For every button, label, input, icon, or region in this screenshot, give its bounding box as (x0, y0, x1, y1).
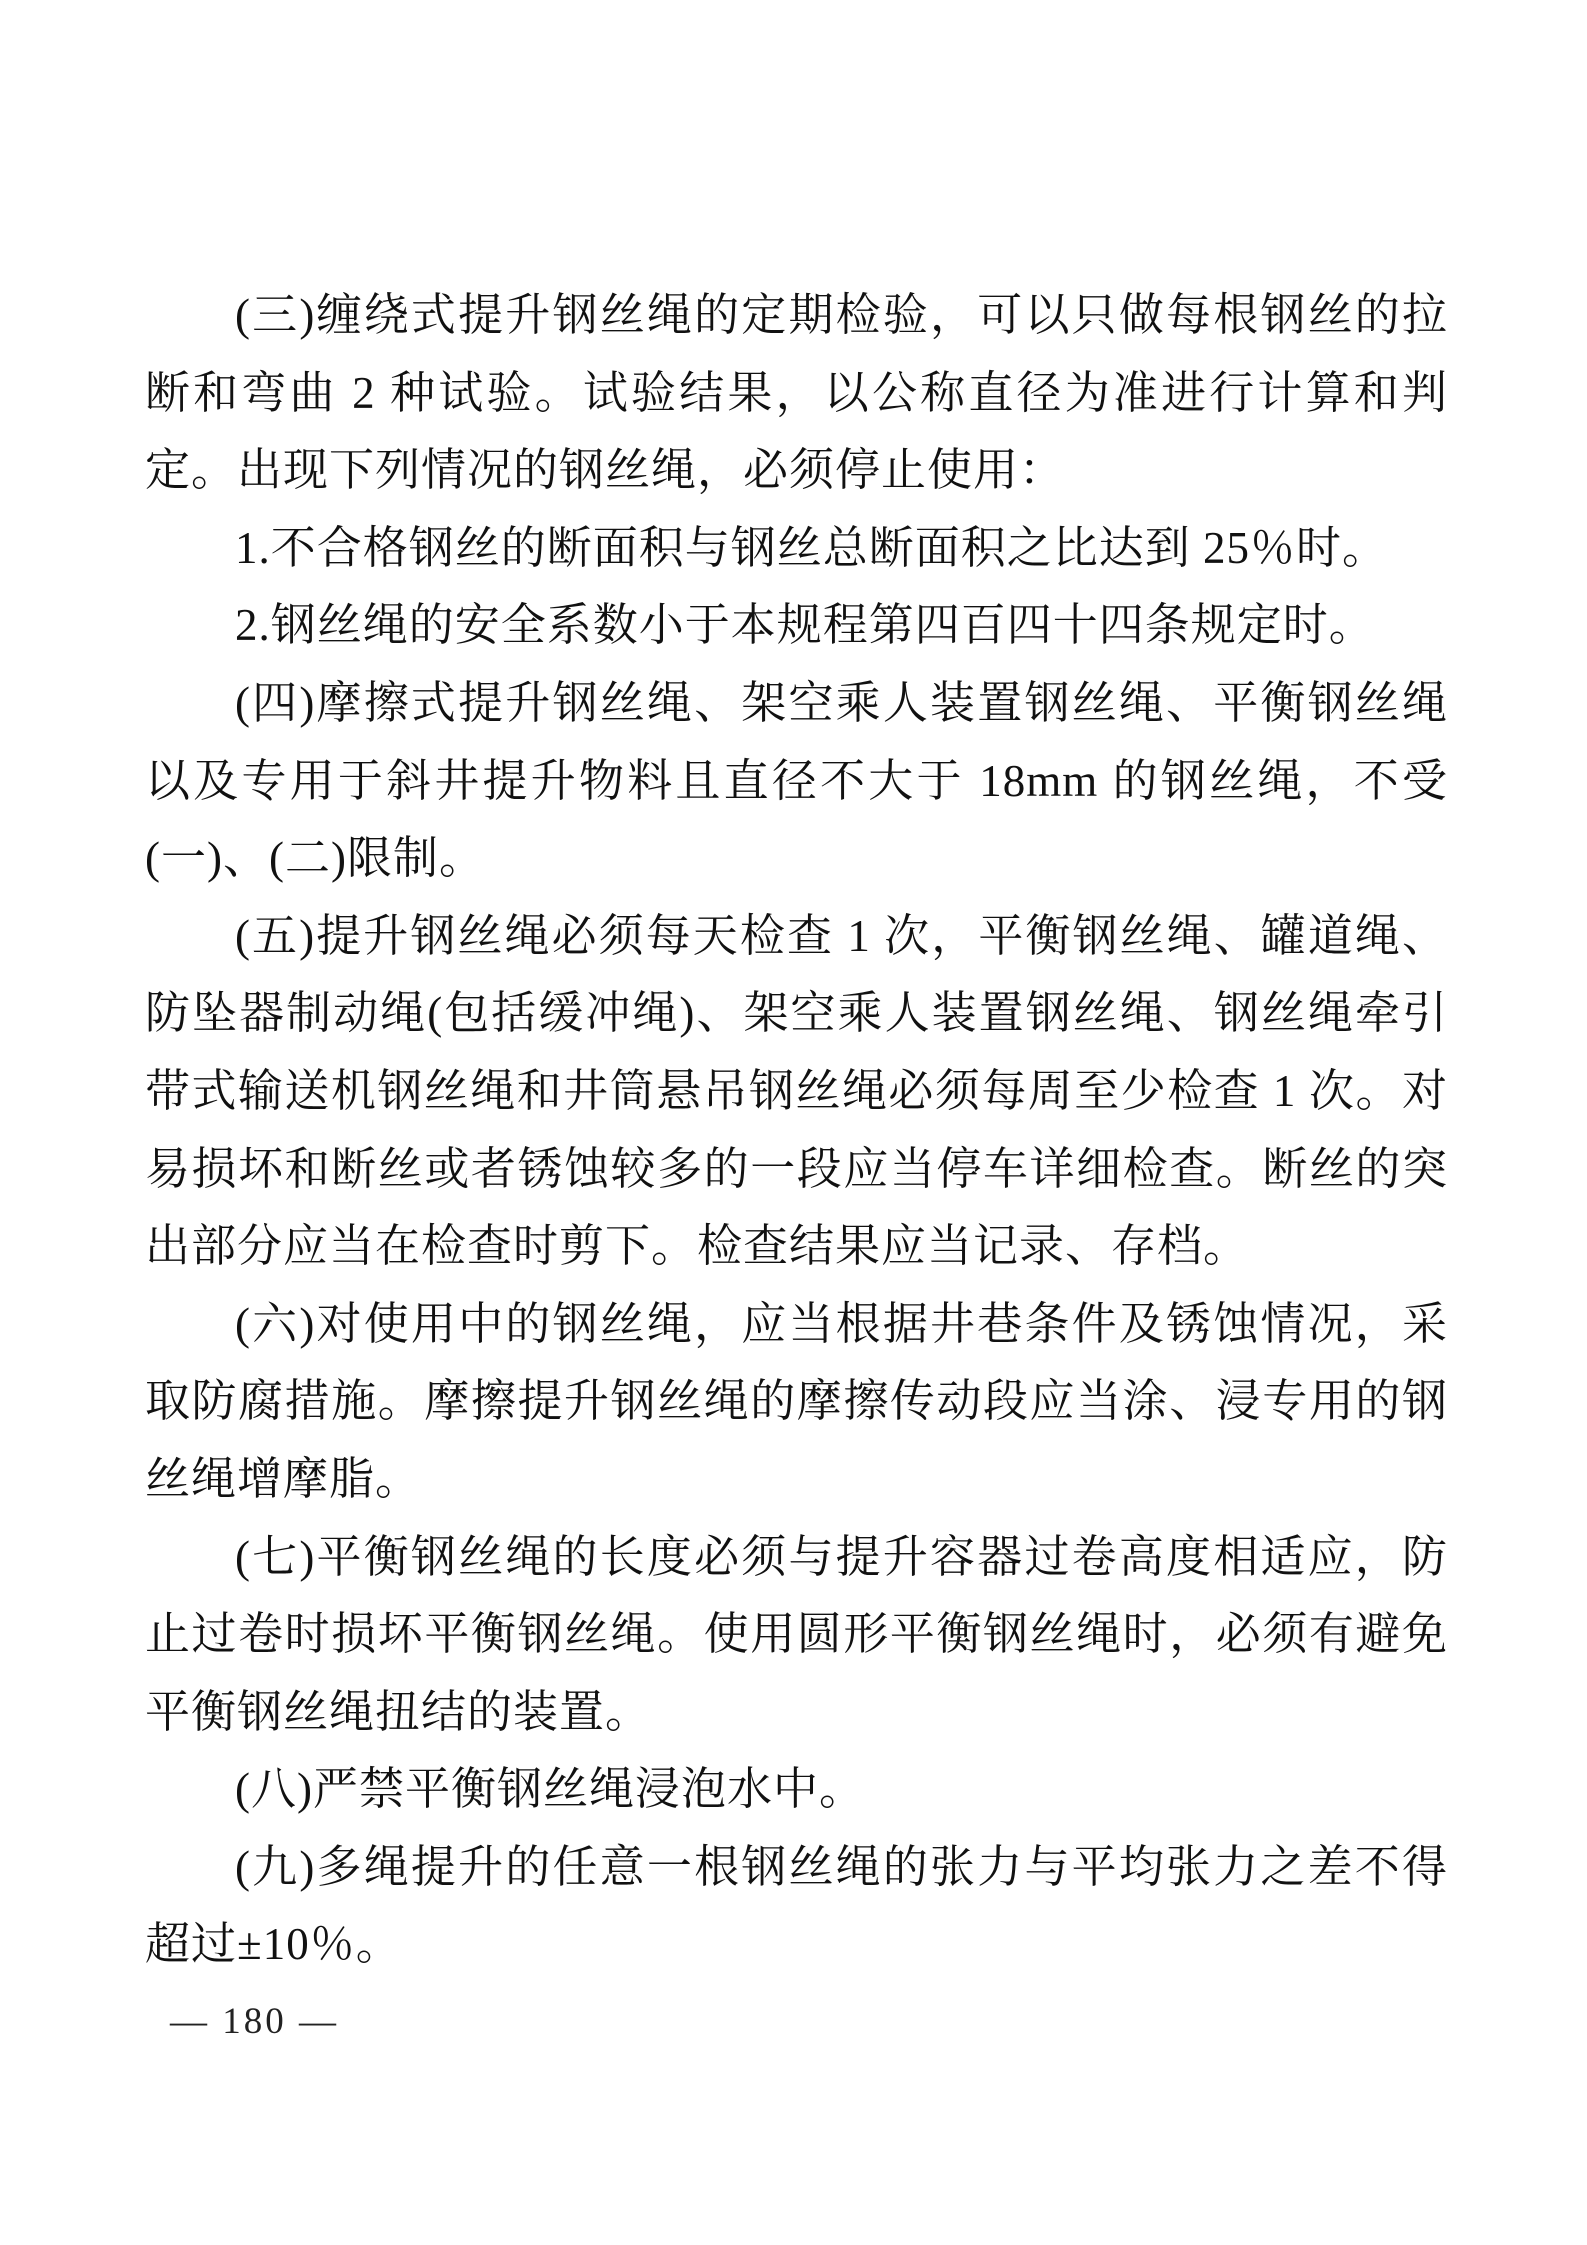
paragraph-item-9: (九)多绳提升的任意一根钢丝绳的张力与平均张力之差不得超过±10％。 (145, 1841, 1448, 1970)
paragraph-item-6: (六)对使用中的钢丝绳，应当根据井巷条件及锈蚀情况，采取防腐措施。摩擦提升钢丝绳的摩擦传动段应当涂、浸专用的钢丝绳增摩脂。 (145, 1298, 1448, 1504)
paragraph-item-4: (四)摩擦式提升钢丝绳、架空乘人装置钢丝绳、平衡钢丝绳以及专用于斜井提升物料且直径不大于 18mm 的钢丝绳，不受(一)、(二)限制。 (145, 677, 1448, 884)
footer-page-number: — 180 — (170, 2001, 339, 2042)
document-body (145, 277, 1448, 1984)
paragraph-item-7: (七)平衡钢丝绳的长度必须与提升容器过卷高度相适应，防止过卷时损坏平衡钢丝绳。使用圆形平衡钢丝绳时，必须有避免平衡钢丝绳扭结的装置。 (145, 1531, 1448, 1737)
paragraph-subitem-2: 2.钢丝绳的安全系数小于本规程第四百四十四条规定时。 (235, 600, 1375, 651)
paragraph-subitem-1: 1.不合格钢丝的断面积与钢丝总断面积之比达到 25％时。 (235, 522, 1389, 573)
paragraph-item-5: (五)提升钢丝绳必须每天检查 1 次，平衡钢丝绳、罐道绳、防坠器制动绳(包括缓冲绳)、架空乘人装置钢丝绳、钢丝绳牵引带式输送机钢丝绳和井筒悬吊钢丝绳必须每周至少检查 1 次。对易损坏和断丝或者锈蚀较多的一段应当停车详细检查。断丝的突出部分应当在检查时剪下。检查结果应当记录、存档。 (145, 910, 1448, 1272)
paragraph-item-3: (三)缠绕式提升钢丝绳的定期检验，可以只做每根钢丝的拉断和弯曲 2 种试验。试验结果，以公称直径为准进行计算和判定。出现下列情况的钢丝绳，必须停止使用： (145, 290, 1448, 496)
paragraph-item-8: (八)严禁平衡钢丝绳浸泡水中。 (235, 1764, 865, 1815)
